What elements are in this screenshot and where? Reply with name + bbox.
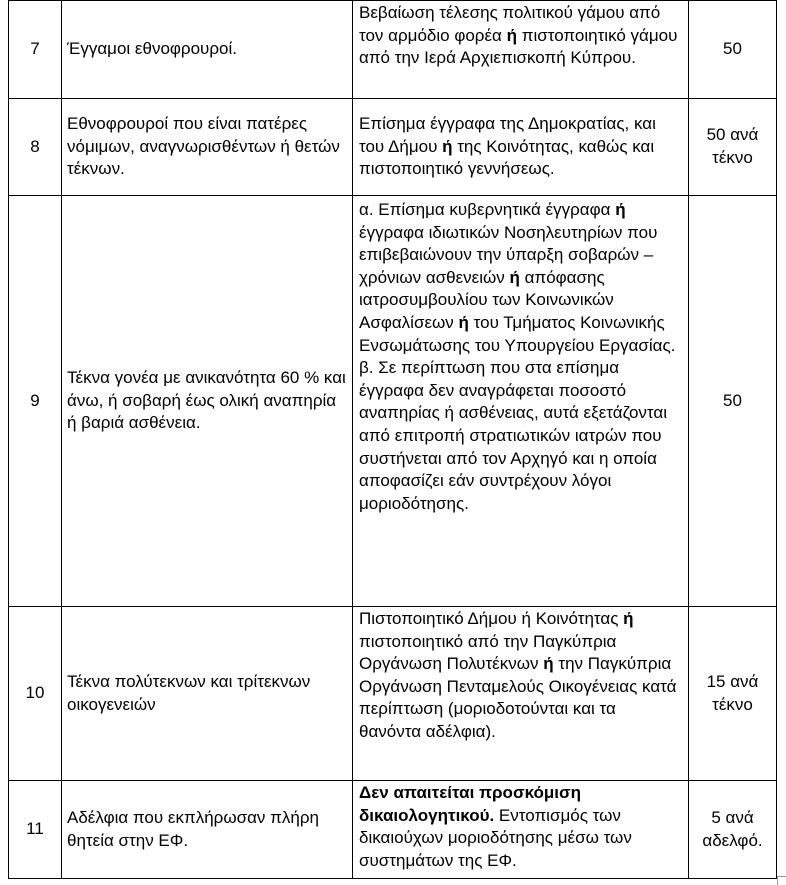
- criteria-table: [8, 0, 777, 879]
- document-text: Εντοπισμός των δικαιούχων μοριοδότησης μέσω των συστημάτων της ΕΦ.: [359, 805, 632, 870]
- document-text: την Παγκύπρια Οργάνωση Πενταμελούς Οικογένειας κατά περίπτωση (μοριοδοτούνται και τα θανόντα αδέλφια).: [359, 654, 677, 741]
- table-row: [9, 196, 777, 607]
- document-text: Βεβαίωση τέλεσης πολιτικού γάμου από τον αρμόδιο φορέα: [359, 3, 661, 45]
- table-row: [9, 99, 777, 196]
- row-number: 11: [9, 781, 62, 879]
- points-cell: 15 ανά τέκνο: [689, 607, 777, 781]
- documents-cell: [353, 781, 689, 879]
- emphasis-text: ή: [615, 200, 626, 219]
- emphasis-text: Δεν απαιτείται προσκόμιση δικαιολογητικού.: [359, 783, 582, 825]
- emphasis-text: ή: [509, 267, 520, 287]
- points-cell: 5 ανά αδελφό.: [689, 781, 777, 879]
- emphasis-text: ή: [543, 654, 554, 674]
- documents-cell: [353, 607, 689, 781]
- document-text: Πιστοποιητικό Δήμου ή Κοινότητας: [359, 609, 624, 628]
- table-row: [9, 781, 777, 879]
- document-text: Επίσημα έγγραφα της Δημοκρατίας, και του Δήμου: [359, 114, 656, 156]
- document-text: πιστοποιητικό γάμου από την Ιερά Αρχιεπισκοπή Κύπρου.: [359, 25, 678, 68]
- row-number: 8: [9, 99, 62, 196]
- category-cell: Τέκνα πολύτεκνων και τρίτεκνων οικογενειών: [62, 607, 353, 781]
- documents-cell: [353, 1, 689, 99]
- document-text: του Τμήματος Κοινωνικής Ενσωμάτωσης του Υπουργείου Εργασίας.: [359, 312, 676, 355]
- category-cell: Έγγαμοι εθνοφρουροί.: [62, 1, 353, 99]
- document-text: έγγραφα ιδιωτικών Νοσηλευτηρίων που επιβεβαιώνουν την ύπαρξη σοβαρών – χρόνιων ασθενειών: [359, 222, 658, 287]
- emphasis-text: ή: [458, 312, 469, 332]
- category-cell: Εθνοφρουροί που είναι πατέρες νόμιμων, αναγνωρισθέντων ή θετών τέκνων.: [62, 99, 353, 196]
- document-text: της Κοινότητας, καθώς και πιστοποιητικό γεννήσεως.: [359, 136, 655, 179]
- points-cell: 50: [689, 196, 777, 607]
- documents-cell: [353, 99, 689, 196]
- points-cell: 50 ανά τέκνο: [689, 99, 777, 196]
- document-text: πιστοποιητικό από την Παγκύπρια Οργάνωση Πολυτέκνων: [359, 631, 617, 674]
- document-text: β. Σε περίπτωση που στα επίσημα έγγραφα δεν αναγράφεται ποσοστό αναπηρίας ή ασθένειας, αυτά εξετάζονται από επιτροπή στρατιωτικών ιατρών που συστήνεται από τον Αρχηγό και η οποία αποφασίζει εάν συντρέχουν λόγοι μοριοδότησης.: [359, 358, 668, 513]
- document-text: απόφασης ιατροσυμβουλίου των Κοινωνικών Ασφαλίσεων: [359, 267, 614, 332]
- points-cell: 50: [689, 1, 777, 99]
- category-cell: Τέκνα γονέα με ανικανότητα 60 % και άνω, ή σοβαρή έως ολική αναπηρία ή βαριά ασθένεια.: [62, 196, 353, 607]
- category-cell: Αδέλφια που εκπλήρωσαν πλήρη θητεία στην ΕΦ.: [62, 781, 353, 879]
- row-number: 7: [9, 1, 62, 99]
- emphasis-text: ή: [442, 136, 453, 156]
- emphasis-text: ή: [623, 609, 634, 628]
- documents-cell: [353, 196, 689, 607]
- emphasis-text: ή: [506, 25, 517, 45]
- document-text: α. Επίσημα κυβερνητικά έγγραφα: [359, 200, 616, 219]
- row-number: 9: [9, 196, 62, 607]
- table-row: [9, 607, 777, 781]
- table-row: [9, 1, 777, 99]
- row-number: 10: [9, 607, 62, 781]
